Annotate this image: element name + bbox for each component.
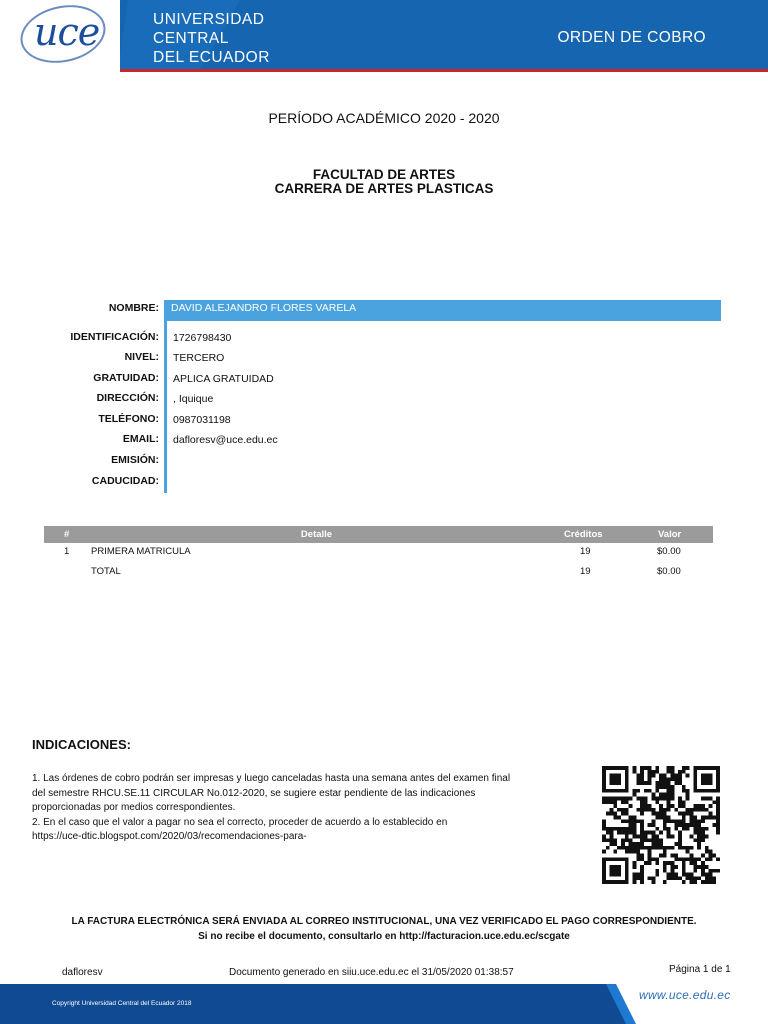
col-header-number: # — [64, 529, 70, 540]
invoice-notice — [0, 914, 768, 944]
notice-line: Si no recibe el documento, consultarlo en http://facturacion.uce.edu.ec/scgate — [198, 931, 570, 942]
cell-number: 1 — [64, 546, 70, 557]
table-row — [44, 543, 713, 559]
field-value: dafloresv@uce.edu.ec — [173, 434, 278, 446]
page-header — [0, 0, 768, 72]
generated-by-user: dafloresv — [62, 967, 103, 978]
indication-line: 2. En el caso que el valor a pagar no sea el correcto, proceder de acuerdo a lo establecido en — [32, 816, 448, 828]
field-value: TERCERO — [173, 352, 225, 364]
field-value: , Iquique — [173, 393, 214, 405]
field-label: GRATUIDAD: — [93, 372, 159, 384]
notice-line: LA FACTURA ELECTRÓNICA SERÁ ENVIADA AL CORREO INSTITUCIONAL, UNA VEZ VERIFICADO EL PAGO CORRESPONDIENTE. — [71, 916, 697, 927]
field-label: DIRECCIÓN: — [96, 392, 159, 404]
indications-body — [32, 772, 542, 845]
cell-credits: 19 — [580, 566, 591, 577]
uce-logo — [0, 0, 120, 72]
indication-line: 1. Las órdenes de cobro podrán ser impresas y luego canceladas hasta una semana antes del examen final — [32, 773, 511, 784]
field-label: TELÉFONO: — [98, 413, 159, 425]
university-name-line: DEL ECUADOR — [153, 49, 270, 66]
indication-line: del semestre RHCU.SE.11 CIRCULAR No.012-2020, se sugiere estar pendiente de las indicaciones — [32, 787, 476, 799]
university-name — [153, 10, 270, 67]
field-value: APLICA GRATUIDAD — [173, 373, 274, 385]
field-value: DAVID ALEJANDRO FLORES VARELA — [171, 302, 357, 314]
qr-code — [599, 766, 723, 884]
table-row-total — [44, 563, 713, 579]
field-issue-date — [0, 454, 768, 470]
university-name-line: UNIVERSIDAD — [153, 11, 265, 28]
indications-title: INDICACIONES: — [32, 737, 131, 752]
table-header-row — [44, 526, 713, 543]
faculty-heading — [0, 168, 768, 196]
field-label: EMISIÓN: — [111, 454, 159, 466]
field-label: CADUCIDAD: — [91, 475, 159, 487]
field-label: EMAIL: — [122, 433, 159, 445]
field-label: IDENTIFICACIÓN: — [70, 331, 159, 343]
cell-value: $0.00 — [657, 566, 681, 577]
field-identification — [0, 331, 768, 347]
field-label: NOMBRE: — [108, 302, 159, 314]
field-label: NIVEL: — [124, 351, 159, 363]
academic-period: PERÍODO ACADÉMICO 2020 - 2020 — [268, 110, 500, 126]
col-header-credits: Créditos — [564, 529, 603, 540]
page-number: Página 1 de 1 — [669, 964, 731, 975]
faculty-name: FACULTAD DE ARTES — [312, 167, 456, 182]
header-red-line — [120, 69, 768, 72]
document-type: ORDEN DE COBRO — [557, 29, 706, 46]
col-header-detail: Detalle — [300, 529, 333, 540]
field-value: 1726798430 — [173, 332, 232, 344]
website-link[interactable]: www.uce.edu.ec — [639, 988, 731, 1002]
indication-line: https://uce-dtic.blogspot.com/2020/03/recomendaciones-para- — [32, 831, 307, 843]
field-level — [0, 351, 768, 367]
copyright-text: Copyright Universidad Central del Ecuador 2018 — [52, 1000, 192, 1007]
generation-info: Documento generado en siiu.uce.edu.ec el 31/05/2020 01:38:57 — [229, 967, 514, 978]
field-gratuity — [0, 372, 768, 388]
field-value: 0987031198 — [173, 414, 231, 426]
career-name: CARRERA DE ARTES PLASTICAS — [274, 181, 494, 196]
indication-line: proporcionadas por medios correspondientes. — [32, 802, 236, 814]
field-phone — [0, 413, 768, 429]
logo-text: uce — [34, 10, 100, 54]
cell-detail: PRIMERA MATRICULA — [91, 546, 191, 557]
university-name-line: CENTRAL — [153, 30, 229, 47]
cell-value: $0.00 — [657, 546, 681, 557]
field-email — [0, 433, 768, 449]
cell-detail: TOTAL — [91, 566, 121, 577]
cell-credits: 19 — [580, 546, 591, 557]
col-header-value: Valor — [658, 529, 682, 540]
field-expiry-date — [0, 475, 768, 491]
field-address — [0, 392, 768, 408]
field-name — [0, 300, 768, 316]
